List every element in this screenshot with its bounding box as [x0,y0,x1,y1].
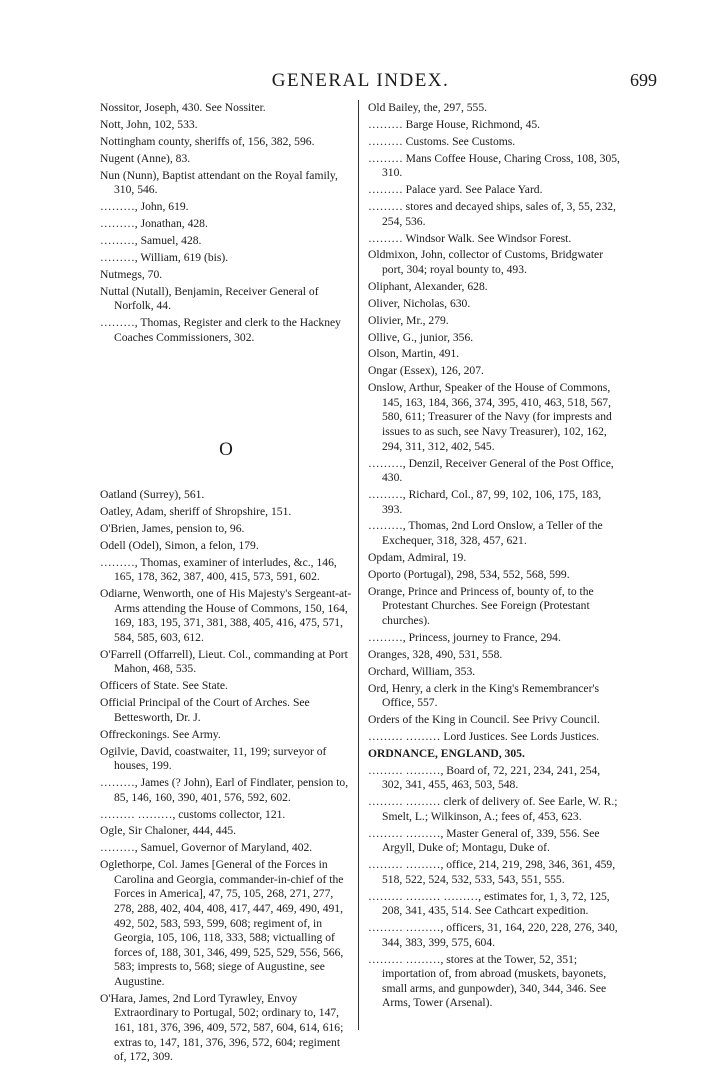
index-entry: Oglethorpe, Col. James [General of the Forces in Carolina and Georgia, commander-in-chief of the Forces in America], 47, 75, 105, 268, 271, 277, 278, 288, 402, 404, 408, 417, 447, 469, 490, 491, 492, 502, 583, 593, 599, 608; regiment of, in Georgia, 105, 106, 118, 333, 588; victualling of forces of, 188, 301, 346, 499, 525, 529, 556, 566, 583; imprests to, 568; siege of Augustine, see Augustine. [100,858,344,988]
index-entry: Nott, John, 102, 533. [100,117,198,131]
index-entry: ………, Thomas, 2nd Lord Onslow, a Teller of the Exchequer, 318, 328, 457, 621. [368,519,603,548]
index-entry: Oatland (Surrey), 561. [100,488,205,502]
index-entry: Nottingham county, sheriffs of, 156, 382, 596. [100,134,315,148]
index-entry: ………, Denzil, Receiver General of the Post Office, 430. [368,456,614,485]
index-entry: Nun (Nunn), Baptist attendant on the Royal family, 310, 546. [100,168,338,197]
index-entry: ……… ………, stores at the Tower, 52, 351; importation of, from abroad (muskets, bayonets, small arms, and gunpowder), 340, 344, 346. See Arms, Tower (Arsenal). [368,952,607,1010]
index-entry: ……… ………, Board of, 72, 221, 234, 241, 254, 302, 341, 455, 463, 503, 548. [368,763,601,792]
index-entry: Officers of State. See State. [100,679,228,693]
index-entry: ………, Thomas, Register and clerk to the Hackney Coaches Commissioners, 302. [100,315,341,344]
index-entry: Odiarne, Wenworth, one of His Majesty's Sergeant-at-Arms attending the House of Commons, 150, 164, 169, 183, 195, 371, 381, 388, 405, 416, 475, 571, 584, 585, 603, 612. [100,587,352,644]
index-entry: ……… ………, officers, 31, 164, 220, 228, 276, 340, 344, 383, 399, 575, 604. [368,921,618,949]
left-top-entries [100,101,352,345]
index-entry: Orange, Prince and Princess of, bounty of, to the Protestant Churches. See Foreign (Protestant churches). [368,584,594,627]
index-entry: ………, Richard, Col., 87, 99, 102, 106, 175, 183, 393. [368,488,602,516]
column-divider [358,100,359,1030]
section-letter: O [219,439,233,461]
index-entry: ……… ………, customs collector, 121. [100,807,286,821]
index-entry: O'Hara, James, 2nd Lord Tyrawley, Envoy Extraordinary to Portugal, 502; ordinary to, 147, 161, 181, 376, 396, 409, 572, 587, 604, 614, 616; extras to, 147, 181, 376, 396, 572, 604; regiment of, 172, 309. [100,991,344,1064]
index-entry: ………, Samuel, Governor of Maryland, 402. [100,841,313,855]
index-entry: ……… Palace yard. See Palace Yard. [368,183,543,197]
index-entry: Nossitor, Joseph, 430. See Nossiter. [100,101,266,114]
page-header-title: GENERAL INDEX. [271,70,450,91]
index-entry: Onslow, Arthur, Speaker of the House of Commons, 145, 163, 184, 366, 374, 395, 410, 463, 518, 567, 580, 611; Treasurer of the Navy (for imprests and issues to as such, see Navy Treasurer), 102, 162, 294, 311, 312, 402, 545. [368,381,612,453]
index-entry: Old Bailey, the, 297, 555. [368,101,488,114]
index-entry: ………, Princess, journey to France, 294. [368,630,561,644]
index-entry: Orders of the King in Council. See Privy Council. [368,712,600,726]
index-entry: ……… ……… ………, estimates for, 1, 3, 72, 125, 208, 341, 435, 514. See Cathcart expedition. [368,889,610,918]
index-entry: Oliphant, Alexander, 628. [368,279,488,293]
index-entry: Ongar (Essex), 126, 207. [368,364,484,378]
index-entry: ……… ……… clerk of delivery of. See Earle, W. R.; Smelt, L.; Wilkinson, A.; fees of, 453, 623. [368,795,618,823]
index-entry: Nuttal (Nutall), Benjamin, Receiver General of Norfolk, 44. [100,284,319,313]
index-entry: ………, William, 619 (bis). [100,250,229,264]
index-entry: Ogilvie, David, coastwaiter, 11, 199; surveyor of houses, 199. [100,744,327,773]
right-column [368,101,622,1013]
index-entry: ……… Customs. See Customs. [368,134,516,148]
index-entry: Nutmegs, 70. [100,267,163,281]
index-entry: Official Principal of the Court of Arches. See Bettesworth, Dr. J. [100,696,310,724]
index-entry: Offreckonings. See Army. [100,727,221,741]
index-entry: Opdam, Admiral, 19. [368,550,467,564]
index-entry: Odell (Odel), Simon, a felon, 179. [100,538,259,552]
index-entry: ……… ………, office, 214, 219, 298, 346, 361, 459, 518, 522, 524, 532, 533, 543, 551, 555. [368,858,616,886]
index-entry: Oranges, 328, 490, 531, 558. [368,647,503,661]
index-entry: ……… stores and decayed ships, sales of, 3, 55, 232, 254, 536. [368,200,616,228]
index-entry: Orchard, William, 353. [368,664,476,678]
index-entry: Nugent (Anne), 83. [100,151,191,165]
index-entry: ……… Barge House, Richmond, 45. [368,117,541,131]
index-entry: Oporto (Portugal), 298, 534, 552, 568, 599. [368,567,570,581]
index-entry: Ollive, G., junior, 356. [368,330,474,344]
left-bottom-entries [100,488,352,1065]
index-entry: Ord, Henry, a clerk in the King's Remembrancer's Office, 557. [368,681,600,710]
index-entry: ORDNANCE, ENGLAND, 305. [368,746,525,760]
index-entry: Oliver, Nicholas, 630. [368,296,471,310]
index-entry: Ogle, Sir Chaloner, 444, 445. [100,824,237,838]
index-entry: ……… Windsor Walk. See Windsor Forest. [368,231,572,245]
index-entry: Olivier, Mr., 279. [368,313,449,327]
index-entry: ………, John, 619. [100,200,189,214]
index-entry: O'Brien, James, pension to, 96. [100,521,245,535]
index-entry: ……… ……… Lord Justices. See Lords Justices. [368,729,600,743]
index-entry: ……… Mans Coffee House, Charing Cross, 108, 305, 310. [368,151,620,180]
index-entry: O'Farrell (Offarrell), Lieut. Col., commanding at Port Mahon, 468, 535. [100,647,348,676]
index-entry: Olson, Martin, 491. [368,347,460,361]
index-entry: ………, Jonathan, 428. [100,216,208,230]
index-entry: ………, James (? John), Earl of Findlater, pension to, 85, 146, 160, 390, 401, 576, 592, 602. [100,776,349,804]
index-entry: ……… ………, Master General of, 339, 556. See Argyll, Duke of; Montagu, Duke of. [368,826,600,855]
right-entries [368,101,622,1011]
page-number: 699 [630,70,657,90]
left-column [100,101,352,1067]
index-entry: Oatley, Adam, sheriff of Shropshire, 151. [100,504,292,518]
index-entry: ………, Samuel, 428. [100,233,202,247]
index-entry: ………, Thomas, examiner of interludes, &c., 146, 165, 178, 362, 387, 400, 415, 573, 591, 602. [100,555,337,584]
index-entry: Oldmixon, John, collector of Customs, Bridgwater port, 304; royal bounty to, 493. [368,248,604,277]
